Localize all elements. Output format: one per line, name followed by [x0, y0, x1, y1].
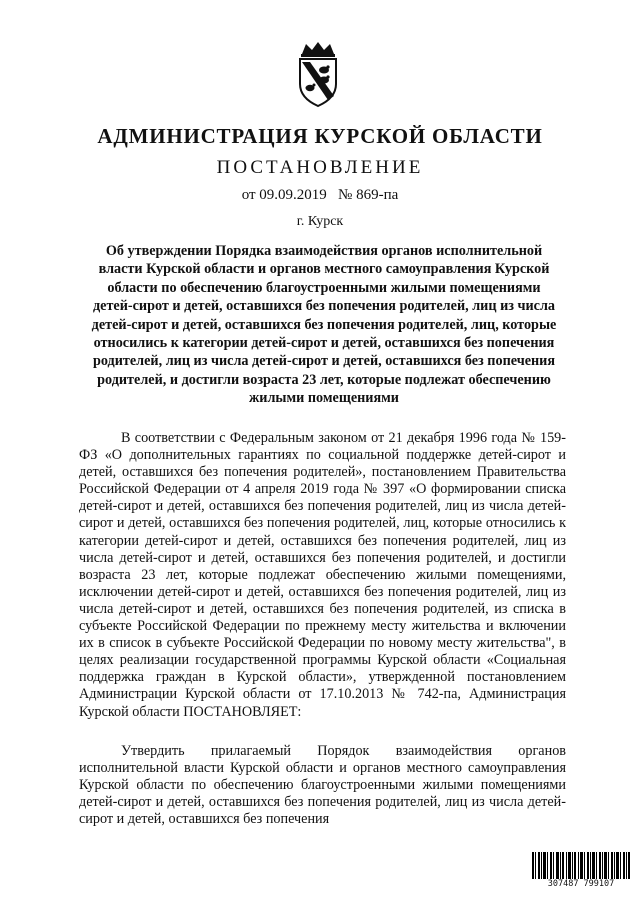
- document-date: 09.09.2019: [259, 187, 327, 203]
- date-prefix: от: [241, 187, 256, 203]
- body-paragraph-2: Утвердить прилагаемый Порядок взаимодействия органов исполнительной власти Курской области и органов местного самоуправления Курской области по обеспечению благоустроенными жилыми помещениями детей-сирот и детей, оставшихся без попечения родителей, лиц из числа детей-сирот и детей, оставшихся без попечения: [79, 743, 566, 828]
- body-paragraph-1: В соответствии с Федеральным законом от 21 декабря 1996 года № 159-ФЗ «О дополнительных гарантиях по социальной поддержке детей-сирот и детей, оставшихся без попечения родителей», постановлением Правительства Российской Федерации от 4 апреля 2019 года № 397 «О формировании списка детей-сирот и детей, оставшихся без попечения родителей, лиц из числа детей-сирот и детей, оставшихся без попечения родителей, лиц, которые относились к категории детей-сирот и детей, оставшихся без попечения родителей, лиц из числа детей-сирот и детей, оставшихся без попечения родителей, и достигли возраста 23 лет, которые подлежат обеспечению жилыми помещениями, исключении детей-сирот и детей, оставшихся без попечения родителей, лиц из числа детей-сирот и детей, оставшихся без попечения родителей, из списка в субъекте Российской Федерации по прежнему месту жительства и включении их в список в субъекте Российской Федерации по новому месту жительства", в целях реализации государственной программы Курской области «Социальная поддержка граждан в Курской области», утвержденной постановлением Администрации Курской области от 17.10.2013 № 742-па, Администрация Курской области ПОСТАНОВЛЯЕТ:: [79, 430, 566, 720]
- date-number-line: [0, 187, 640, 204]
- barcode-number: 307487 799107: [530, 879, 632, 889]
- coat-of-arms-icon: [294, 40, 342, 110]
- number-label: №: [338, 187, 353, 203]
- city: г. Курск: [296, 214, 344, 229]
- authority-name: АДМИНИСТРАЦИЯ КУРСКОЙ ОБЛАСТИ: [97, 124, 543, 148]
- document-title: Об утверждении Порядка взаимодействия органов исполнительной власти Курской области и органов местного самоуправления Курской области по обеспечению благоустроенными жилыми помещениями детей-сирот и детей, оставшихся без попечения родителей, лиц из числа детей-сирот и детей, оставшихся без попечения родителей, лиц, которые относились к категории детей-сирот и детей, оставшихся без попечения родителей, лиц из числа детей-сирот и детей, оставшихся без попечения родителей, и достигли возраста 23 лет, которые подлежат обеспечению жилыми помещениями: [91, 243, 557, 407]
- document-type: ПОСТАНОВЛЕНИЕ: [216, 157, 424, 178]
- document-number: 869-па: [356, 187, 399, 203]
